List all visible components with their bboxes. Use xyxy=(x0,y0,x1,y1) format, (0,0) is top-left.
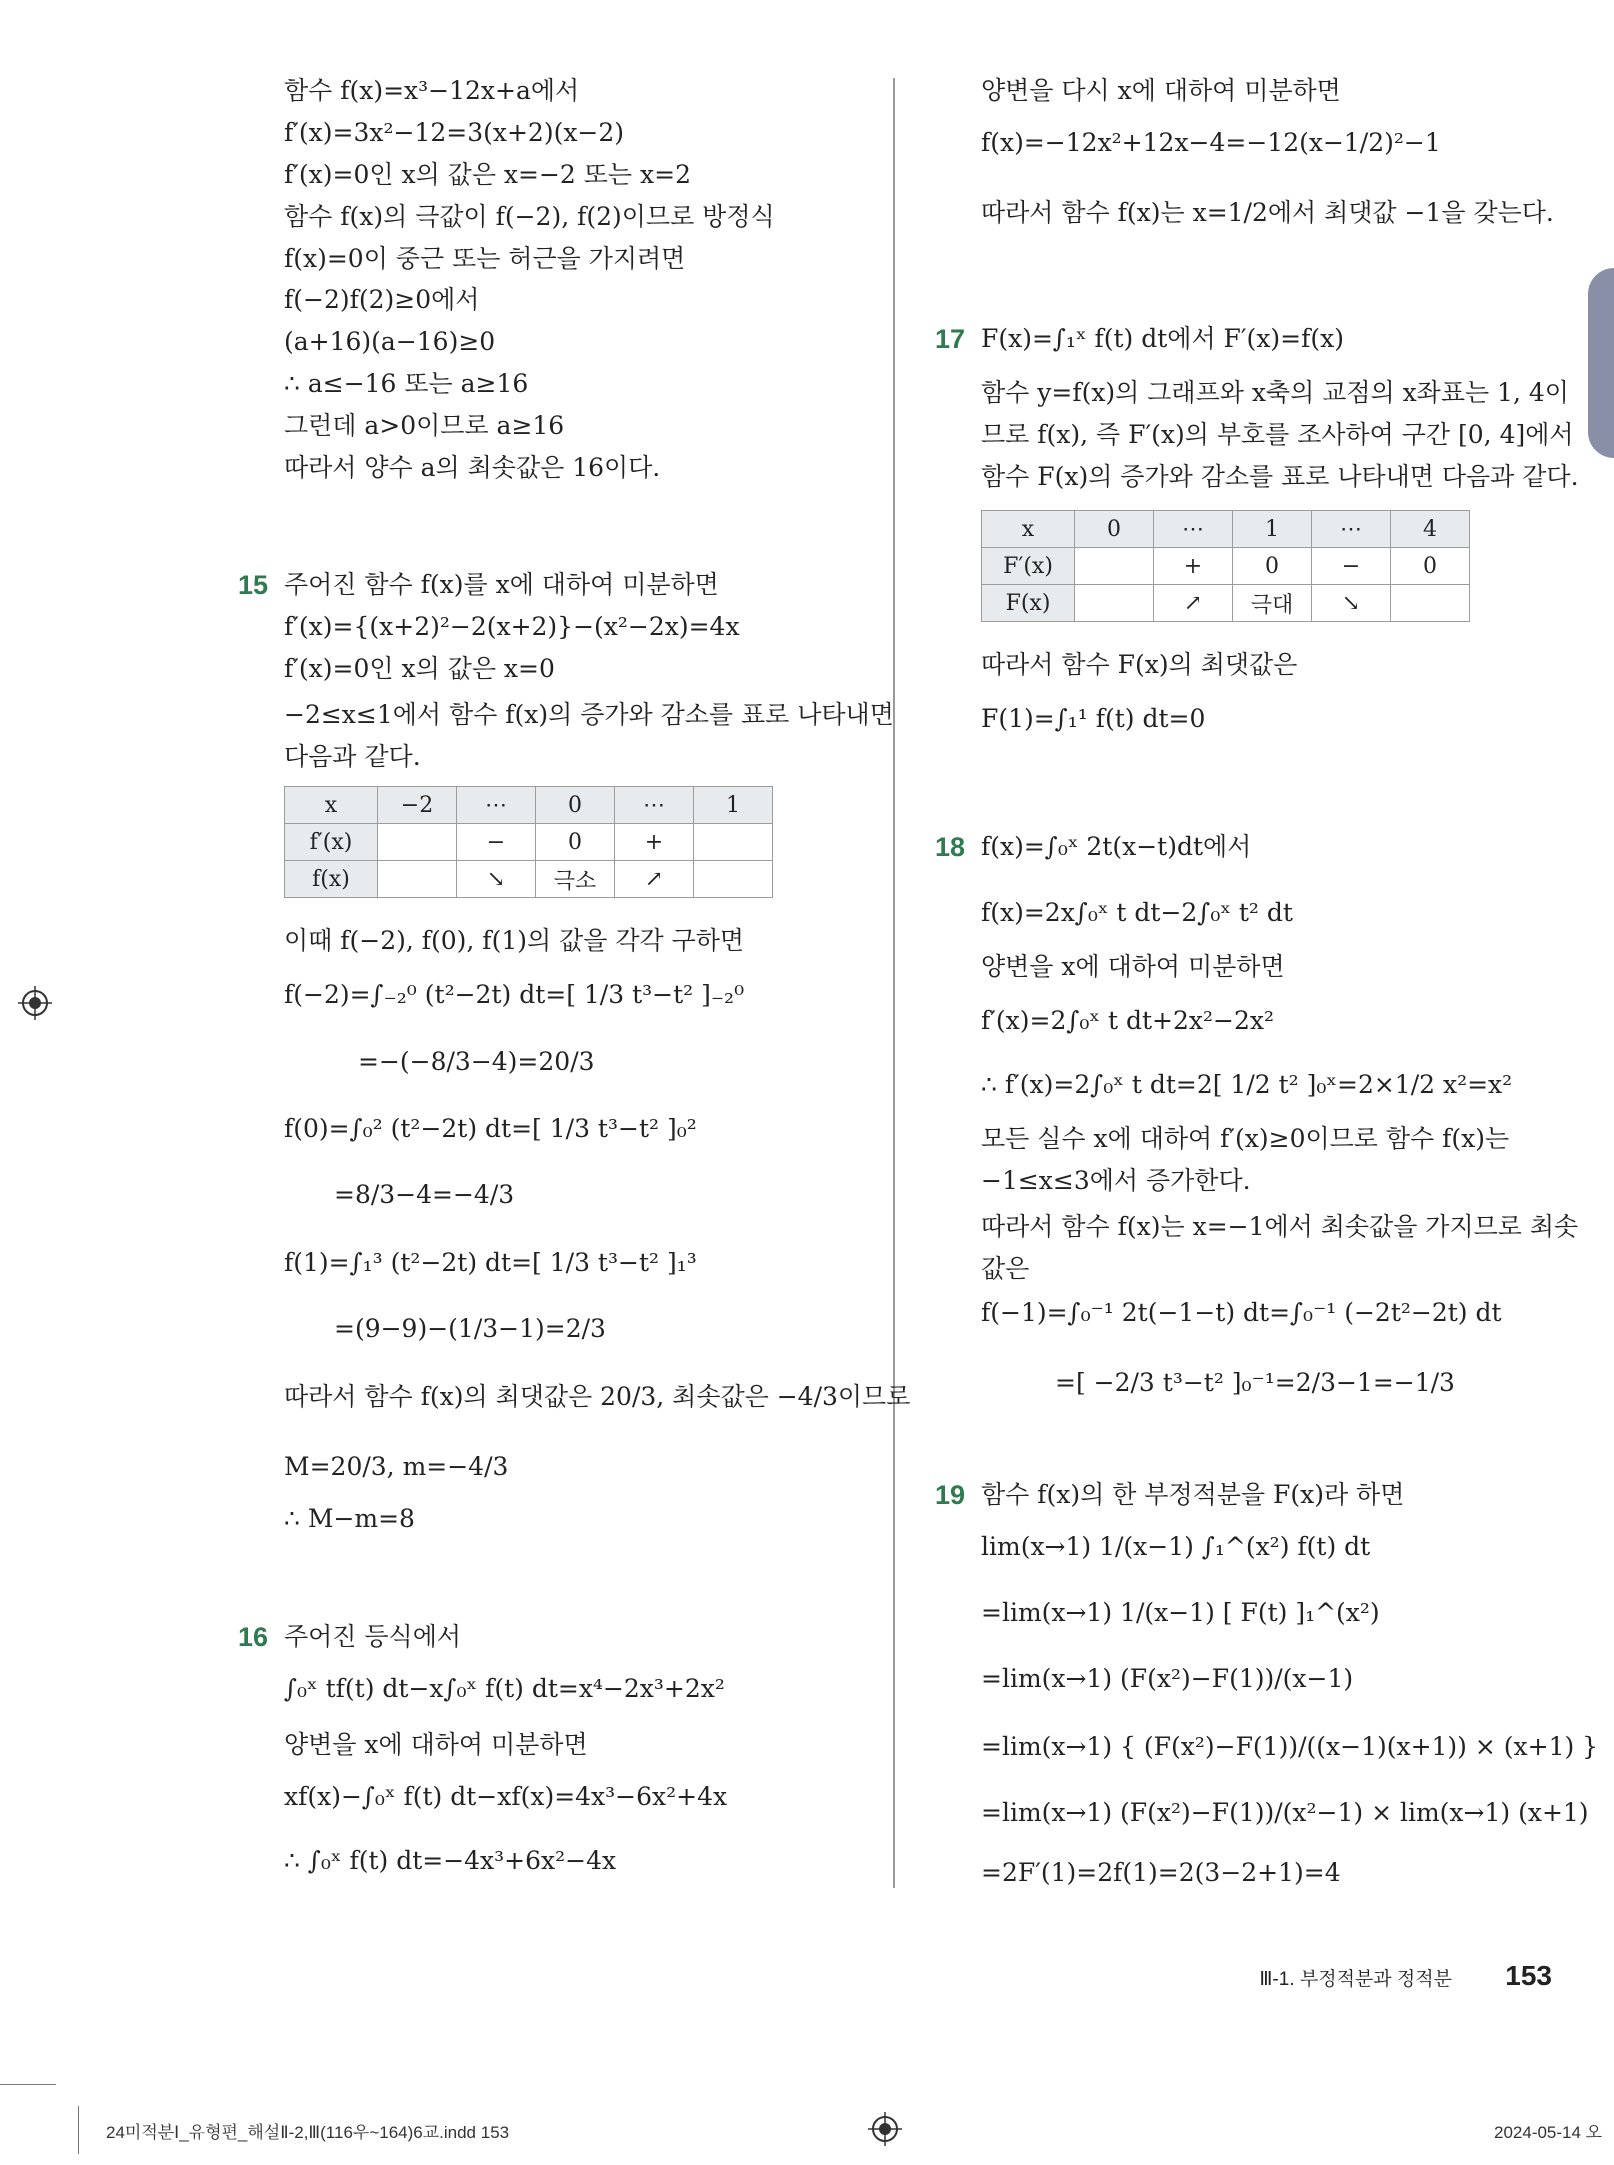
text-line: ∴ ∫₀ˣ f(t) dt=−4x³+6x²−4x xyxy=(284,1846,617,1875)
table-cell xyxy=(694,824,773,861)
table-cell: 0 xyxy=(1075,511,1154,548)
problem-number: 17 xyxy=(935,324,966,354)
table-cell xyxy=(1391,585,1470,622)
table-cell: ⋯ xyxy=(1154,511,1233,548)
table-cell: 극대 xyxy=(1233,585,1312,622)
registration-mark-icon xyxy=(868,2112,902,2146)
text-line: ∴ M−m=8 xyxy=(284,1504,415,1533)
chapter-footer: Ⅲ-1. 부정적분과 정적분 xyxy=(1259,1969,1452,1990)
text-line: 주어진 함수 f(x)를 x에 대하여 미분하면 xyxy=(284,570,719,599)
table-cell: f(x) xyxy=(285,861,378,898)
text-line: f(1)=∫₁³ (t²−2t) dt=[ 1/3 t³−t² ]₁³ xyxy=(284,1248,697,1277)
text-line: 함수 f(x)=x³−12x+a에서 xyxy=(284,76,580,105)
text-line: xf(x)−∫₀ˣ f(t) dt−xf(x)=4x³−6x²+4x xyxy=(284,1782,728,1811)
text-line: =[ −2/3 t³−t² ]₀⁻¹=2/3−1=−1/3 xyxy=(1055,1368,1455,1397)
table-cell xyxy=(1075,548,1154,585)
text-line: f′(x)=2∫₀ˣ t dt+2x²−2x² xyxy=(981,1006,1274,1035)
text-line: −2≤x≤1에서 함수 f(x)의 증가와 감소를 표로 나타내면 다음과 같다. xyxy=(284,700,894,771)
text-line: 이때 f(−2), f(0), f(1)의 값을 각각 구하면 xyxy=(284,926,745,955)
table-row xyxy=(285,824,773,861)
text-line: =(9−9)−(1/3−1)=2/3 xyxy=(334,1314,606,1343)
text-line: 양변을 x에 대하여 미분하면 xyxy=(981,952,1285,981)
text-line: 함수 y=f(x)의 그래프와 x축의 교점의 x좌표는 1, 4이므로 f(x), 즉 F′(x)의 부호를 조사하여 구간 [0, 4]에서 함수 F(x)의 증가와 감소를 표로 나타내면 다음과 같다. xyxy=(981,378,1579,491)
table-cell: ↗ xyxy=(1154,585,1233,622)
text-line: 함수 f(x)의 극값이 f(−2), f(2)이므로 방정식 xyxy=(284,202,775,231)
crop-mark xyxy=(0,2084,56,2085)
text-line: f′(x)=3x²−12=3(x+2)(x−2) xyxy=(284,118,625,147)
slug-date: 2024-05-14 오 xyxy=(1494,2123,1603,2142)
problem-number: 15 xyxy=(238,570,269,600)
table-row xyxy=(982,548,1470,585)
text-line: f(−2)f(2)≥0에서 xyxy=(284,285,480,314)
table-row xyxy=(982,511,1470,548)
problem-number: 18 xyxy=(935,832,966,862)
text-line: 따라서 함수 F(x)의 최댓값은 xyxy=(981,650,1298,679)
text-line: f′(x)=0인 x의 값은 x=−2 또는 x=2 xyxy=(284,160,691,189)
text-line: F(1)=∫₁¹ f(t) dt=0 xyxy=(981,704,1206,733)
text-line: −1≤x≤3에서 증가한다. xyxy=(981,1166,1251,1195)
text-line: 따라서 양수 a의 최솟값은 16이다. xyxy=(284,453,661,482)
text-line: f(x)=∫₀ˣ 2t(x−t)dt에서 xyxy=(981,832,1252,861)
table-cell: 1 xyxy=(694,787,773,824)
text-line: f(−2)=∫₋₂⁰ (t²−2t) dt=[ 1/3 t³−t² ]₋₂⁰ xyxy=(284,980,745,1009)
table-cell: 1 xyxy=(1233,511,1312,548)
problem-number: 19 xyxy=(935,1480,966,1510)
table-cell: ↘ xyxy=(1312,585,1391,622)
text-line: 따라서 함수 f(x)의 최댓값은 20/3, 최솟값은 −4/3이므로 xyxy=(284,1382,911,1411)
text-line: =lim(x→1) (F(x²)−F(1))/(x²−1) × lim(x→1) (x+1) xyxy=(981,1798,1589,1827)
table-row xyxy=(285,861,773,898)
table-cell: F′(x) xyxy=(982,548,1075,585)
text-line: =8/3−4=−4/3 xyxy=(334,1180,515,1209)
text-line: =2F′(1)=2f(1)=2(3−2+1)=4 xyxy=(981,1858,1341,1887)
text-line: =lim(x→1) { (F(x²)−F(1))/((x−1)(x+1)) × (x+1) } xyxy=(981,1732,1599,1761)
text-line: f(x)=−12x²+12x−4=−12(x−1/2)²−1 xyxy=(981,128,1441,157)
table-cell: 0 xyxy=(1233,548,1312,585)
table-cell xyxy=(378,861,457,898)
text-line: lim(x→1) 1/(x−1) ∫₁^(x²) f(t) dt xyxy=(981,1532,1371,1561)
table-cell: 0 xyxy=(536,787,615,824)
table-cell: + xyxy=(615,824,694,861)
table-row xyxy=(982,585,1470,622)
text-line: 따라서 함수 f(x)는 x=−1에서 최솟값을 가지므로 최솟값은 xyxy=(981,1212,1579,1283)
text-line: 그런데 a>0이므로 a≥16 xyxy=(284,411,565,440)
table-cell: 0 xyxy=(536,824,615,861)
table-cell: x xyxy=(285,787,378,824)
table-cell: 0 xyxy=(1391,548,1470,585)
text-line: =lim(x→1) 1/(x−1) [ F(t) ]₁^(x²) xyxy=(981,1598,1380,1627)
text-line: f(x)=2x∫₀ˣ t dt−2∫₀ˣ t² dt xyxy=(981,898,1293,927)
text-line: f(x)=0이 중근 또는 허근을 가지려면 xyxy=(284,244,686,273)
text-line: ∴ f′(x)=2∫₀ˣ t dt=2[ 1/2 t² ]₀ˣ=2×1/2 x²=x² xyxy=(981,1070,1513,1099)
table-cell: ⋯ xyxy=(1312,511,1391,548)
problem-number: 16 xyxy=(238,1622,269,1652)
column-divider xyxy=(893,78,895,1888)
text-line: F(x)=∫₁ˣ f(t) dt에서 F′(x)=f(x) xyxy=(981,324,1344,353)
page-number: 153 xyxy=(1505,1960,1552,1991)
text-line: 모든 실수 x에 대하여 f′(x)≥0이므로 함수 f(x)는 xyxy=(981,1124,1510,1153)
variation-table xyxy=(284,786,773,898)
text-line: 주어진 등식에서 xyxy=(284,1622,461,1651)
table-cell: − xyxy=(457,824,536,861)
text-line: 양변을 다시 x에 대하여 미분하면 xyxy=(981,76,1341,105)
table-cell: − xyxy=(1312,548,1391,585)
text-line: =lim(x→1) (F(x²)−F(1))/(x−1) xyxy=(981,1664,1354,1693)
text-line: 따라서 함수 f(x)는 x=1/2에서 최댓값 −1을 갖는다. xyxy=(981,198,1554,227)
table-cell: f′(x) xyxy=(285,824,378,861)
text-line: f′(x)=0인 x의 값은 x=0 xyxy=(284,654,555,683)
table-cell: ⋯ xyxy=(615,787,694,824)
text-line: f′(x)={(x+2)²−2(x+2)}−(x²−2x)=4x xyxy=(284,612,740,641)
table-cell: ⋯ xyxy=(457,787,536,824)
text-line: f(−1)=∫₀⁻¹ 2t(−1−t) dt=∫₀⁻¹ (−2t²−2t) dt xyxy=(981,1298,1502,1327)
crop-mark xyxy=(78,2106,79,2154)
table-cell: F(x) xyxy=(982,585,1075,622)
table-cell xyxy=(1075,585,1154,622)
text-line: ∴ a≤−16 또는 a≥16 xyxy=(284,369,529,398)
chapter-side-tab xyxy=(1588,268,1614,458)
table-cell: 4 xyxy=(1391,511,1470,548)
text-line: (a+16)(a−16)≥0 xyxy=(284,327,496,356)
table-cell: −2 xyxy=(378,787,457,824)
table-cell xyxy=(694,861,773,898)
text-line: f(0)=∫₀² (t²−2t) dt=[ 1/3 t³−t² ]₀² xyxy=(284,1114,697,1143)
table-cell: x xyxy=(982,511,1075,548)
table-cell: 극소 xyxy=(536,861,615,898)
table-row xyxy=(285,787,773,824)
text-line: =−(−8/3−4)=20/3 xyxy=(358,1047,595,1076)
text-line: ∫₀ˣ tf(t) dt−x∫₀ˣ f(t) dt=x⁴−2x³+2x² xyxy=(284,1674,725,1703)
text-line: 함수 f(x)의 한 부정적분을 F(x)라 하면 xyxy=(981,1480,1405,1509)
table-cell: ↗ xyxy=(615,861,694,898)
table-cell: ↘ xyxy=(457,861,536,898)
text-line: 양변을 x에 대하여 미분하면 xyxy=(284,1730,588,1759)
slug-filename: 24미적분Ⅰ_유형편_해설Ⅱ-2,Ⅲ(116우~164)6교.indd 153 xyxy=(106,2123,510,2142)
table-cell: + xyxy=(1154,548,1233,585)
text-line: M=20/3, m=−4/3 xyxy=(284,1452,509,1481)
registration-mark-icon xyxy=(18,986,52,1020)
table-cell xyxy=(378,824,457,861)
variation-table xyxy=(981,510,1470,622)
